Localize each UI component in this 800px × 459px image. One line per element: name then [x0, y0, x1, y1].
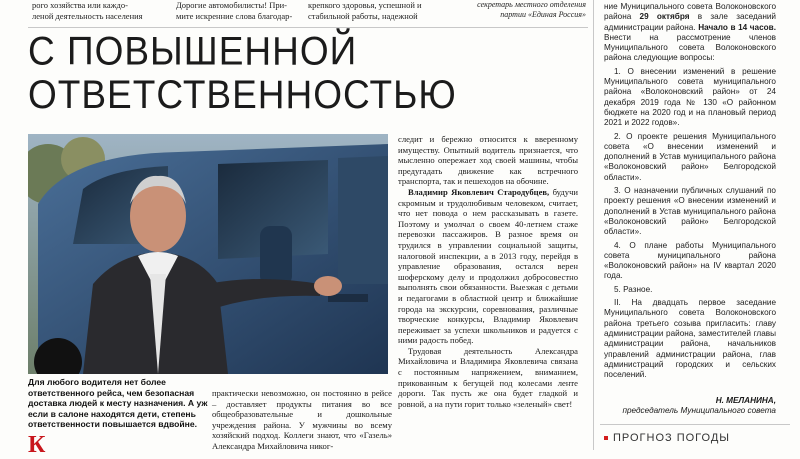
notice-text: в зале заседаний администрации района.	[604, 12, 776, 32]
top-strip-line: рого хозяйства или каждо-	[32, 0, 128, 10]
article-column-middle	[398, 134, 578, 409]
agenda-item: 1. О внесении изменений в решение Муниципального совета муниципального района «Волоконовский район» от 24 декабря 2019 года № 130 «О районном бюджете на 2020 год и на плановый период 2021 и 2022 годов».	[604, 66, 776, 128]
driver-photo-illustration	[28, 134, 388, 374]
article-column-left	[212, 388, 392, 452]
agenda-item: 4. О плане работы Муниципального совета муниципального района «Волоконовский район» на IV квартал 2020 года.	[604, 240, 776, 281]
top-strip-col2	[176, 0, 300, 22]
top-strip-line: стабильной работы, надежной	[308, 11, 418, 21]
headline-line-2: ОТВЕТСТВЕННОСТЬЮ	[28, 72, 457, 117]
agenda-item: 5. Разное.	[614, 284, 653, 294]
next-article-initial: К	[28, 432, 46, 458]
article-paragraph: практически невозможно, он постоянно в рейсе – доставляет продукты питания во все общеобразовательные и дошкольные учреждения района. У мужчины во всему хозяйский подход. Коллеги знают, что «Газель» Александра Михайловича никог-	[212, 388, 392, 451]
forecast-label: ПРОГНОЗ ПОГОДЫ	[613, 432, 731, 444]
top-strip-line: мите искренние слова благодар-	[176, 11, 293, 21]
weather-forecast-header	[604, 432, 730, 444]
article-paragraph: Трудовая деятельность Александра Михайловича и Владимира Яковлевича связана с постоянным напряжением, вниманием, прикованным к бегущей под колесами ленте дороги. Так пусть же она будет гладкой и ровной, а на пути горит только «зеленый» свет!	[398, 345, 578, 409]
top-strip-line: партии «Единая Россия»	[500, 10, 586, 19]
notice-text: ние Муниципального совета Волоконовского района	[604, 2, 776, 22]
notice-intro	[604, 2, 776, 64]
meeting-date: 29 октября	[639, 12, 690, 22]
top-strip-col3	[308, 0, 430, 22]
agenda-item: 3. О назначении публичных слушаний по проекту решения «О внесении изменений и дополнений в Устав муниципального района «Волоконовский район» Белгородской области».	[604, 186, 776, 237]
signature-name: Н. МЕЛАНИНА,	[715, 396, 776, 405]
signature	[604, 396, 776, 416]
forecast-divider	[600, 424, 790, 425]
photo-caption: Для любого водителя нет более ответственного рейса, чем безопасная доставка людей к месту назначения. А уж если в салоне находятся дети, степень ответственности повышается вдвойне.	[28, 377, 208, 430]
article-headline	[28, 30, 568, 116]
article-paragraph	[398, 187, 578, 346]
notice-text: Внести на рассмотрение членов Муниципального совета Волоконовского района следующие вопросы:	[604, 32, 776, 63]
column-divider	[593, 0, 594, 450]
article-paragraph: следит и бережно относится к вверенному имуществу. Опытный водитель признается, что мысленно опережает ход своей машины, чтобы предугадать движение как встречного транспорта, так и пешеходов на обочине.	[398, 134, 578, 187]
top-strip-line: крепкого здоровья, успешной и	[308, 0, 422, 10]
top-strip-col1	[32, 0, 157, 22]
meeting-start-time: Начало в 14 часов.	[698, 22, 776, 32]
headline-line-1: С ПОВЫШЕННОЙ	[28, 28, 358, 74]
person-name: Владимир Яковлевич Стародубцев,	[408, 186, 550, 197]
top-divider	[28, 27, 588, 28]
meeting-notice	[604, 2, 776, 383]
red-bullet-icon	[604, 436, 608, 440]
invite-list: II. На двадцать первое заседание Муниципального совета Волоконовского района третьего созыва пригласить: главу администрации района, заместителей главы администрации района, начальников управлений администрации района, глав администраций городских и сельских поселений.	[604, 298, 776, 380]
top-strip-line: Дорогие автомобилисты! При-	[176, 0, 287, 10]
article-photo	[28, 134, 388, 374]
agenda-item: 2. О проекте решения Муниципального совета «О внесении изменений и дополнений в Устав муниципального района «Волоконовский район» Белгородской области».	[604, 131, 776, 182]
top-strip-line: секретарь местного отделения	[477, 0, 586, 9]
paragraph-text: будучи скромным и трудолюбивым человеком, считает, что нет повода о нем рассказывать в газете. Поэтому и умолчал о своем 40-летнем стаже перевозки пассажиров. В разное время он трудился в управлении социальной защиты, налоговой инспекции, а в 2013 году, перейдя в управление образования, остался верен шоферскому делу и продолжил добросовестно выполнять свои обязанности. Выезжая с детьми и педагогами в областной центр и ближайшие города на экскурсии, соревнования, различные творческие конкурсы, Владимир Яковлевич переживает за успехи школьников и радуется с ними радость побед.	[398, 186, 578, 346]
signature-position: председатель Муниципального совета	[622, 406, 776, 415]
top-strip-line: леной деятельность населения	[32, 11, 143, 21]
top-strip-col4	[440, 0, 586, 20]
